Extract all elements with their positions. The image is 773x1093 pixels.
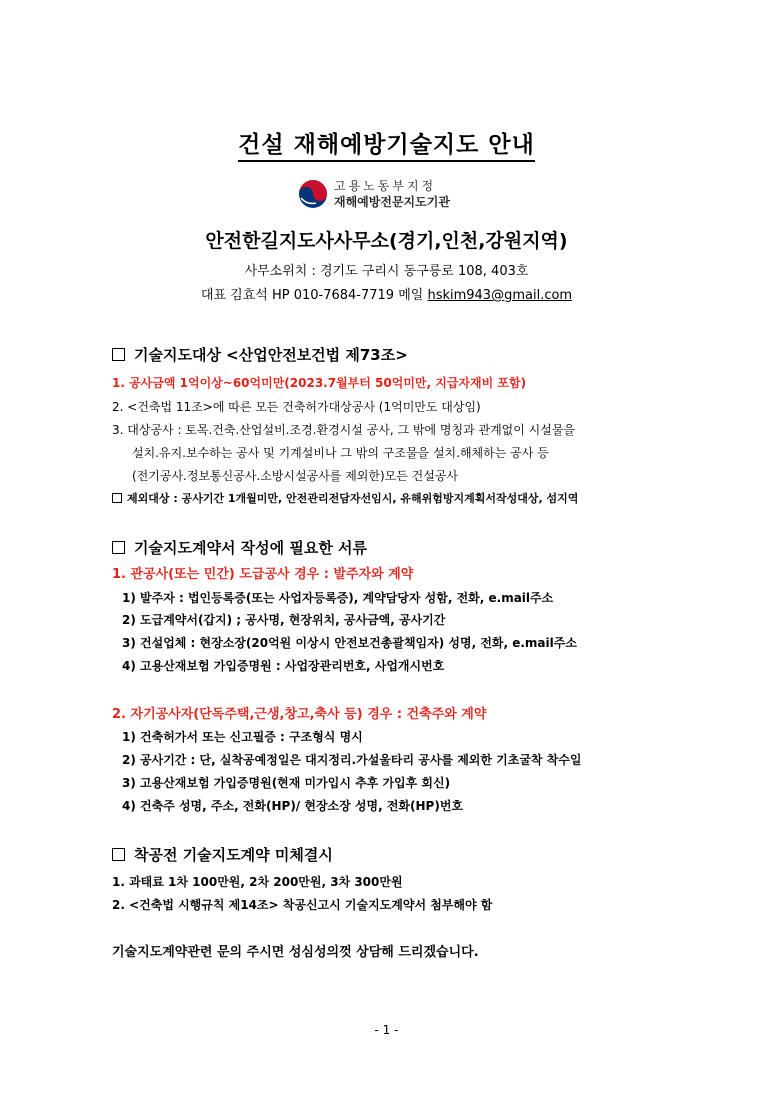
logo-line2: 재해예방전문지도기관	[334, 195, 450, 209]
section1-heading: 기술지도대상 <산업안전보건법 제73조>	[112, 344, 408, 365]
section2-sub2-item: 3) 고용산재보험 가입증명원(현재 미가입시 추후 가입후 회신)	[122, 776, 451, 790]
section3-item1: 1. 과태료 1차 100만원, 2차 200만원, 3차 300만원	[112, 875, 403, 889]
section2-sub1-item: 3) 건설업체 : 현장소장(20억원 이상시 안전보건총괄책임자) 성명, 전화, e.mail주소	[122, 636, 577, 650]
section3-heading: 착공전 기술지도계약 미체결시	[112, 844, 333, 865]
section1-item1: 1. 공사금액 1억이상~60억미만(2023.7월부터 50억미만, 지급자재비 포함)	[112, 376, 527, 390]
checkbox-square-icon	[112, 348, 125, 361]
section1-item3-line2: 설치.유지.보수하는 공사 및 기계설비나 그 밖의 구조물을 설치.해체하는 공사 등	[132, 446, 549, 460]
section2-heading: 기술지도계약서 작성에 필요한 서류	[112, 537, 367, 558]
office-name: 안전한길지도사사무소(경기,인천,강원지역)	[205, 230, 568, 252]
section2-sub2: 2. 자기공사자(단독주택,근생,창고,축사 등) 경우 : 건축주와 계약	[112, 707, 487, 722]
section1-item3-line3: (전기공사.정보통신공사.소방시설공사를 제외한)모든 건설공사	[132, 469, 459, 483]
email-link[interactable]: hskim943@gmail.com	[427, 288, 573, 303]
section2-sub2-item: 4) 건축주 성명, 주소, 전화(HP)/ 현장소장 성명, 전화(HP)번호	[122, 799, 463, 813]
section2-sub1-item: 1) 발주자 : 법인등록증(또는 사업자등록증), 계약담당자 성함, 전화, e.mail주소	[122, 591, 554, 605]
section2-sub2-item: 1) 건축허가서 또는 신고필증 : 구조형식 명시	[122, 730, 363, 744]
checkbox-square-icon	[112, 493, 122, 503]
contact-line	[0, 284, 773, 303]
closing-message: 기술지도계약관련 문의 주시면 성심성의껏 상담해 드리겠습니다.	[112, 945, 479, 960]
checkbox-square-icon	[112, 848, 125, 861]
section1-item2: 2. <건축법 11조>에 따른 모든 건축허가대상공사 (1억미만도 대상임)	[112, 400, 481, 414]
ministry-logo	[298, 176, 450, 212]
section1-exclusion: 제외대상 : 공사기간 1개월미만, 안전관리전담자선임시, 유해위험방지계획서작성대상, 섬지역	[112, 490, 578, 506]
document-title: 건설 재해예방기술지도 안내	[0, 126, 773, 159]
contact-text: 대표 김효석 HP 010-7684-7719 메일	[200, 288, 428, 303]
section3-item2: 2. <건축법 시행규칙 제14조> 착공신고시 기술지도계약서 첨부해야 함	[112, 898, 493, 912]
checkbox-square-icon	[112, 541, 125, 554]
section2-sub1: 1. 관공사(또는 민간) 도급공사 경우 : 발주자와 계약	[112, 567, 414, 582]
section1-item3-line1: 3. 대상공사 : 토목.건축.산업설비.조경.환경시설 공사, 그 밖에 명칭과 관계없이 시설물을	[112, 423, 576, 437]
taeguk-emblem-icon	[298, 179, 328, 209]
logo-line1: 고용노동부지정	[334, 179, 437, 193]
section2-sub2-item: 2) 공사기간 : 단, 실착공예정일은 대지정리.가설울타리 공사를 제외한 기초굴착 착수일	[122, 753, 582, 767]
section2-sub1-item: 2) 도급계약서(갑지) ; 공사명, 현장위치, 공사금액, 공사기간	[122, 613, 446, 627]
section2-sub1-item: 4) 고용산재보험 가입증명원 : 사업장관리번호, 사업개시번호	[122, 659, 445, 673]
office-address: 사무소위치 : 경기도 구리시 동구릉로 108, 403호	[244, 264, 529, 279]
page-number: - 1 -	[374, 1023, 399, 1037]
